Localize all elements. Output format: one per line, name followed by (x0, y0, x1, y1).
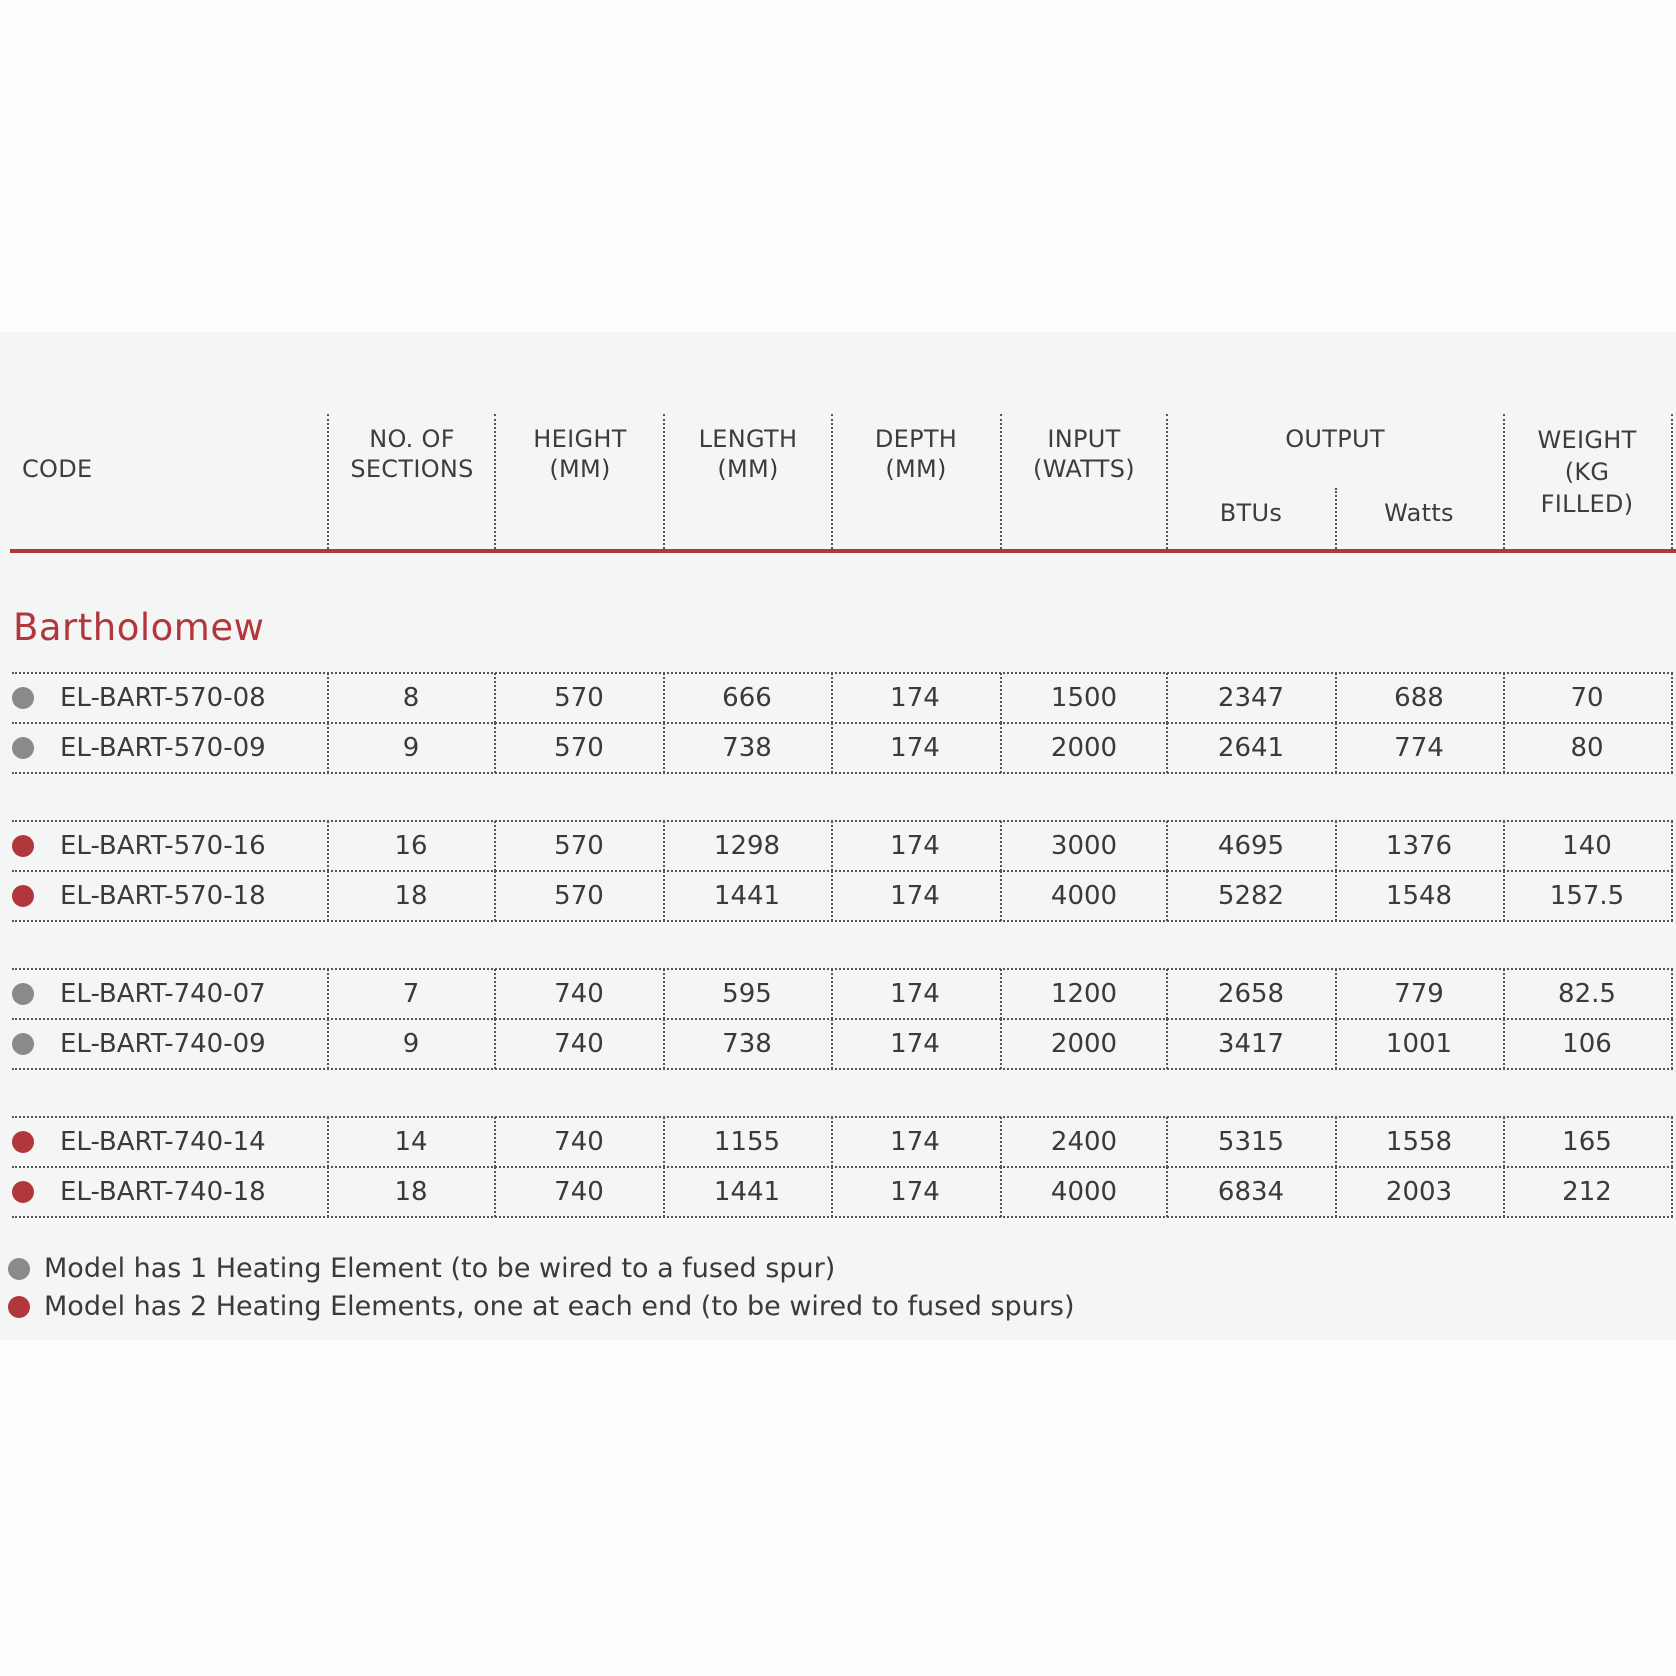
cell-btus: 6834 (1217, 1177, 1285, 1207)
column-divider (663, 723, 665, 773)
cell-sections: 9 (402, 1029, 420, 1059)
column-divider (1000, 871, 1002, 921)
column-divider (1671, 1117, 1673, 1167)
cell-weight: 70 (1570, 683, 1604, 713)
column-divider (327, 723, 329, 773)
row-divider (12, 772, 1673, 774)
column-divider (1000, 969, 1002, 1019)
cell-input: 2000 (1050, 1029, 1118, 1059)
cell-code: EL-BART-740-18 (60, 1177, 266, 1207)
cell-weight: 157.5 (1549, 881, 1625, 911)
header-input-line2: (WATTS) (1033, 455, 1135, 483)
cell-code: EL-BART-570-09 (60, 733, 266, 763)
column-divider (494, 723, 496, 773)
cell-weight: 212 (1562, 1177, 1612, 1207)
column-divider (1166, 1019, 1168, 1069)
column-divider (831, 1167, 833, 1217)
header-code: CODE (22, 455, 93, 483)
column-divider (1335, 871, 1337, 921)
column-divider (1000, 1117, 1002, 1167)
column-divider (1335, 1117, 1337, 1167)
column-divider (1335, 673, 1337, 723)
header-watts: Watts (1384, 499, 1454, 527)
cell-input: 2400 (1050, 1127, 1118, 1157)
column-divider (1503, 821, 1505, 871)
column-divider (1503, 1167, 1505, 1217)
row-divider (12, 1068, 1673, 1070)
column-divider (663, 673, 665, 723)
cell-sections: 18 (394, 881, 428, 911)
group-title: Bartholomew (13, 606, 265, 649)
cell-depth: 174 (890, 831, 940, 861)
column-divider (1671, 723, 1673, 773)
cell-depth: 174 (890, 1029, 940, 1059)
cell-weight: 80 (1570, 733, 1604, 763)
cell-input: 1500 (1050, 683, 1118, 713)
cell-input: 3000 (1050, 831, 1118, 861)
cell-length: 738 (722, 1029, 772, 1059)
header-divider (1000, 414, 1002, 549)
column-divider (1671, 969, 1673, 1019)
column-divider (327, 1117, 329, 1167)
column-divider (663, 969, 665, 1019)
cell-watts: 1001 (1385, 1029, 1453, 1059)
header-divider (494, 414, 496, 549)
header-btus: BTUs (1219, 499, 1283, 527)
header-divider (1671, 414, 1673, 549)
cell-depth: 174 (890, 1127, 940, 1157)
column-divider (1503, 723, 1505, 773)
header-weight (1503, 424, 1671, 520)
header-height-line1: HEIGHT (533, 425, 627, 453)
table-row (0, 1117, 1676, 1167)
column-divider (494, 673, 496, 723)
grey-dot-icon (12, 737, 34, 759)
column-divider (1000, 1167, 1002, 1217)
column-divider (327, 673, 329, 723)
header-length-line2: (MM) (717, 455, 779, 483)
column-divider (1671, 871, 1673, 921)
header-depth-line1: DEPTH (874, 425, 958, 453)
row-divider (12, 920, 1673, 922)
cell-watts: 779 (1394, 979, 1444, 1009)
cell-height: 570 (554, 831, 604, 861)
cell-code: EL-BART-740-14 (60, 1127, 266, 1157)
cell-depth: 174 (890, 733, 940, 763)
cell-length: 738 (722, 733, 772, 763)
table-row (0, 871, 1676, 921)
cell-length: 1441 (713, 1177, 781, 1207)
column-divider (327, 1019, 329, 1069)
red-dot-icon (12, 1131, 34, 1153)
cell-input: 2000 (1050, 733, 1118, 763)
cell-weight: 106 (1562, 1029, 1612, 1059)
column-divider (494, 1167, 496, 1217)
row-divider (12, 1018, 1673, 1020)
cell-height: 570 (554, 881, 604, 911)
header-length (664, 424, 832, 484)
cell-btus: 2641 (1217, 733, 1285, 763)
column-divider (1503, 871, 1505, 921)
cell-input: 4000 (1050, 1177, 1118, 1207)
column-divider (1166, 1117, 1168, 1167)
cell-input: 1200 (1050, 979, 1118, 1009)
column-divider (494, 871, 496, 921)
red-dot-icon (12, 835, 34, 857)
cell-watts: 774 (1394, 733, 1444, 763)
column-divider (663, 871, 665, 921)
column-divider (1166, 673, 1168, 723)
cell-length: 1155 (713, 1127, 781, 1157)
column-divider (831, 821, 833, 871)
table-row (0, 673, 1676, 723)
cell-height: 740 (554, 979, 604, 1009)
cell-height: 740 (554, 1029, 604, 1059)
row-divider (12, 1216, 1673, 1218)
column-divider (1000, 821, 1002, 871)
column-divider (1671, 673, 1673, 723)
cell-sections: 8 (402, 683, 420, 713)
column-divider (1335, 1167, 1337, 1217)
cell-weight: 165 (1562, 1127, 1612, 1157)
column-divider (1166, 1167, 1168, 1217)
cell-sections: 16 (394, 831, 428, 861)
legend-one-element-text: Model has 1 Heating Element (to be wired to a fused spur) (44, 1253, 836, 1284)
red-dot-icon (8, 1296, 30, 1318)
cell-watts: 1558 (1385, 1127, 1453, 1157)
cell-code: EL-BART-570-08 (60, 683, 266, 713)
red-dot-icon (12, 885, 34, 907)
column-divider (663, 1117, 665, 1167)
column-divider (831, 1019, 833, 1069)
cell-height: 570 (554, 683, 604, 713)
column-divider (1335, 969, 1337, 1019)
column-divider (1335, 1019, 1337, 1069)
row-divider (12, 1166, 1673, 1168)
column-divider (831, 723, 833, 773)
cell-watts: 688 (1394, 683, 1444, 713)
column-divider (1000, 723, 1002, 773)
column-divider (663, 821, 665, 871)
column-divider (831, 673, 833, 723)
table-row (0, 821, 1676, 871)
cell-length: 666 (722, 683, 772, 713)
cell-sections: 18 (394, 1177, 428, 1207)
cell-weight: 82.5 (1558, 979, 1616, 1009)
column-divider (663, 1019, 665, 1069)
cell-code: EL-BART-570-16 (60, 831, 266, 861)
cell-length: 595 (722, 979, 772, 1009)
column-divider (1000, 1019, 1002, 1069)
header-weight-line1: WEIGHT (1537, 426, 1637, 454)
cell-depth: 174 (890, 979, 940, 1009)
column-divider (327, 871, 329, 921)
cell-length: 1298 (713, 831, 781, 861)
grey-dot-icon (12, 983, 34, 1005)
column-divider (1671, 1019, 1673, 1069)
cell-watts: 1376 (1385, 831, 1453, 861)
table-row (0, 723, 1676, 773)
row-divider (12, 672, 1673, 674)
column-divider (1671, 1167, 1673, 1217)
column-divider (1166, 871, 1168, 921)
header-weight-line3: FILLED) (1540, 490, 1634, 518)
column-divider (494, 821, 496, 871)
column-divider (494, 1117, 496, 1167)
header-weight-line2: (KG (1564, 458, 1610, 486)
cell-weight: 140 (1562, 831, 1612, 861)
header-sections-line2: SECTIONS (350, 455, 474, 483)
cell-btus: 2658 (1217, 979, 1285, 1009)
header-output: OUTPUT (1285, 425, 1385, 453)
column-divider (1503, 1019, 1505, 1069)
cell-height: 740 (554, 1177, 604, 1207)
header-input-line1: INPUT (1047, 425, 1121, 453)
column-divider (1503, 1117, 1505, 1167)
column-divider (1166, 723, 1168, 773)
cell-height: 740 (554, 1127, 604, 1157)
header-depth-line2: (MM) (885, 455, 947, 483)
cell-btus: 5282 (1217, 881, 1285, 911)
cell-depth: 174 (890, 683, 940, 713)
cell-sections: 7 (402, 979, 420, 1009)
header-length-line1: LENGTH (698, 425, 798, 453)
red-dot-icon (12, 1181, 34, 1203)
header-divider (1503, 414, 1505, 549)
column-divider (831, 871, 833, 921)
cell-depth: 174 (890, 881, 940, 911)
grey-dot-icon (12, 687, 34, 709)
row-divider (12, 722, 1673, 724)
cell-btus: 2347 (1217, 683, 1285, 713)
header-height (496, 424, 664, 484)
column-divider (1166, 821, 1168, 871)
table-row (0, 1167, 1676, 1217)
column-divider (494, 969, 496, 1019)
header-height-line2: (MM) (549, 455, 611, 483)
column-divider (1166, 969, 1168, 1019)
column-divider (1503, 969, 1505, 1019)
header-sections (328, 424, 496, 484)
header-divider (663, 414, 665, 549)
cell-watts: 2003 (1385, 1177, 1453, 1207)
column-divider (1335, 723, 1337, 773)
cell-depth: 174 (890, 1177, 940, 1207)
table-row (0, 969, 1676, 1019)
row-divider (12, 968, 1673, 970)
cell-sections: 9 (402, 733, 420, 763)
column-divider (831, 969, 833, 1019)
cell-btus: 4695 (1217, 831, 1285, 861)
column-divider (831, 1117, 833, 1167)
column-divider (327, 821, 329, 871)
column-divider (494, 1019, 496, 1069)
legend-two-elements-text: Model has 2 Heating Elements, one at each end (to be wired to fused spurs) (44, 1291, 1075, 1322)
header-input (1000, 424, 1168, 484)
column-divider (1000, 673, 1002, 723)
grey-dot-icon (12, 1033, 34, 1055)
header-divider (1335, 488, 1337, 549)
row-divider (12, 1116, 1673, 1118)
cell-watts: 1548 (1385, 881, 1453, 911)
column-divider (663, 1167, 665, 1217)
cell-length: 1441 (713, 881, 781, 911)
header-sections-line1: NO. OF (369, 425, 455, 453)
cell-height: 570 (554, 733, 604, 763)
row-divider (12, 870, 1673, 872)
header-divider (1166, 414, 1168, 549)
column-divider (327, 969, 329, 1019)
cell-code: EL-BART-740-07 (60, 979, 266, 1009)
column-divider (327, 1167, 329, 1217)
cell-code: EL-BART-740-09 (60, 1029, 266, 1059)
column-divider (1671, 821, 1673, 871)
cell-btus: 3417 (1217, 1029, 1285, 1059)
header-depth (832, 424, 1000, 484)
row-divider (12, 820, 1673, 822)
column-divider (1503, 673, 1505, 723)
grey-dot-icon (8, 1258, 30, 1280)
cell-sections: 14 (394, 1127, 428, 1157)
cell-btus: 5315 (1217, 1127, 1285, 1157)
header-divider (831, 414, 833, 549)
cell-input: 4000 (1050, 881, 1118, 911)
table-row (0, 1019, 1676, 1069)
header-rule (10, 549, 1676, 553)
column-divider (1335, 821, 1337, 871)
cell-code: EL-BART-570-18 (60, 881, 266, 911)
header-divider (327, 414, 329, 549)
